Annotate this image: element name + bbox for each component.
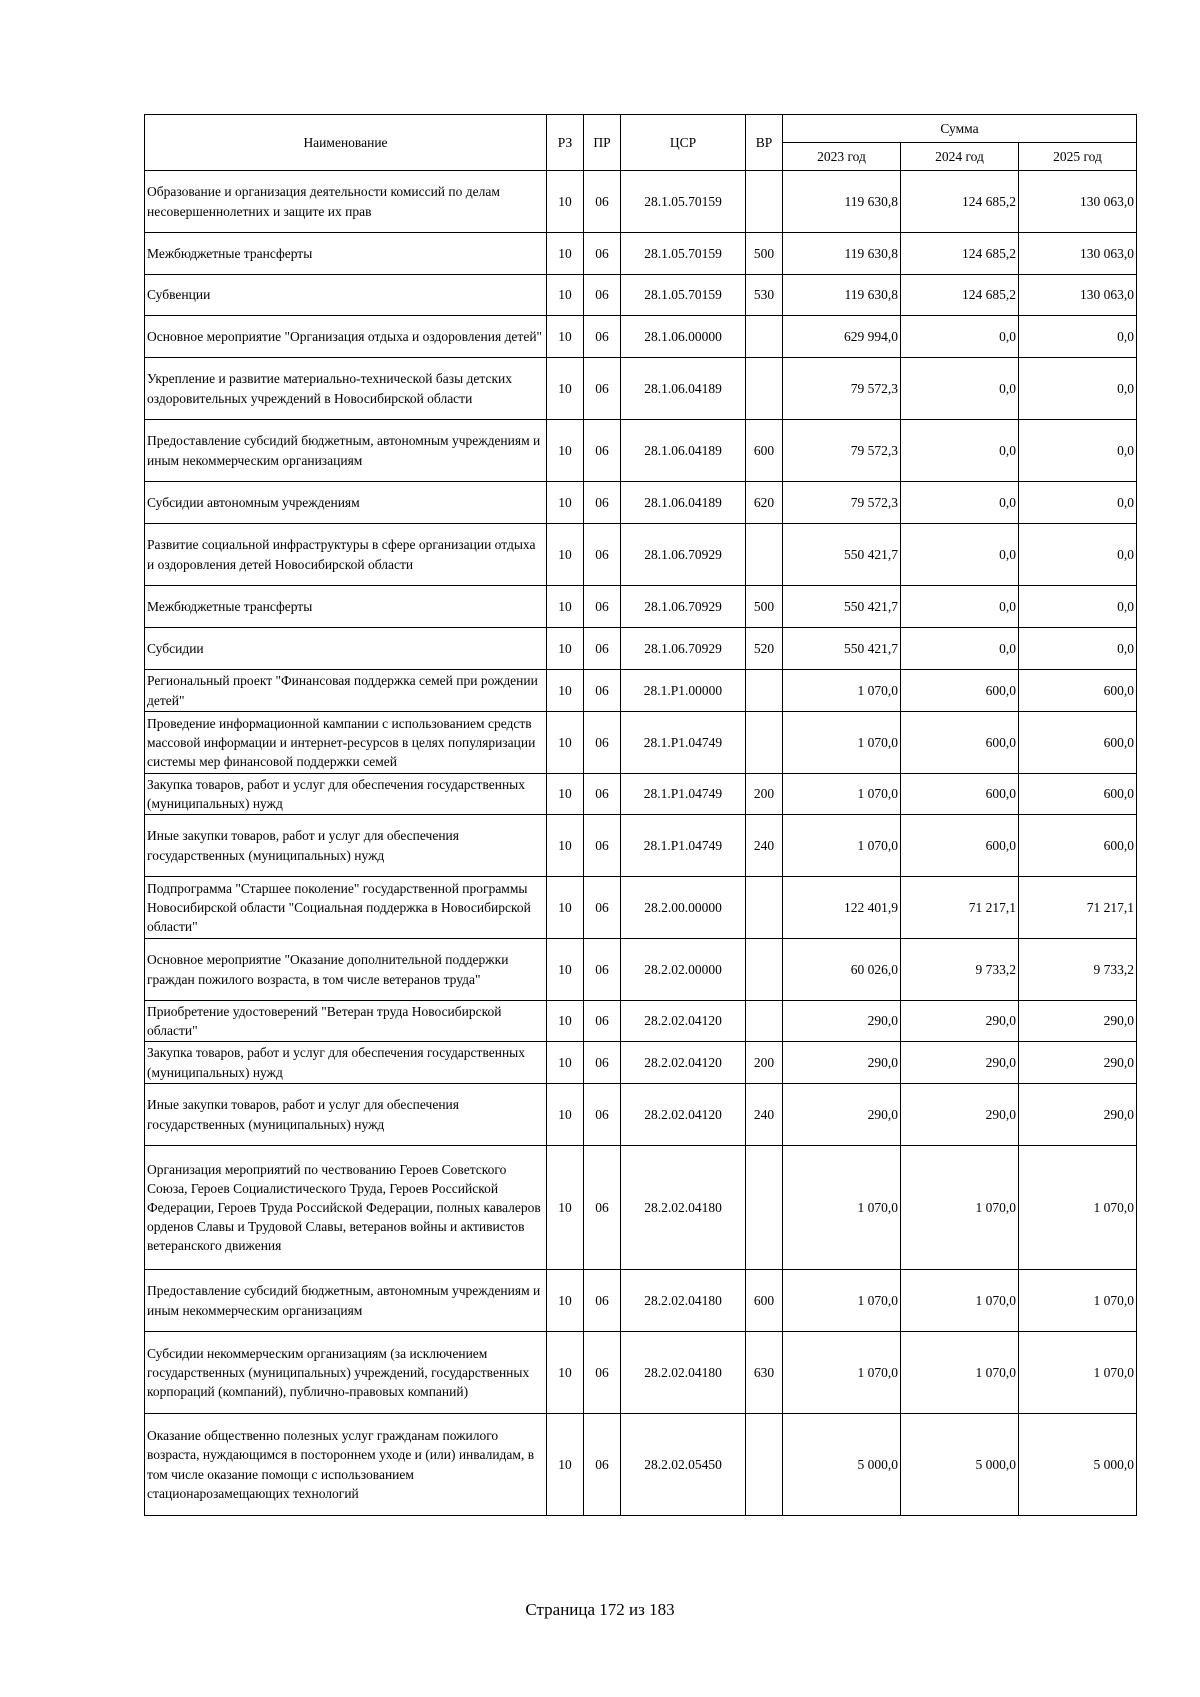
row-vr: 530 <box>746 275 783 316</box>
row-sum-2023: 1 070,0 <box>783 1332 901 1414</box>
row-csr: 28.2.02.04180 <box>621 1332 746 1414</box>
row-sum-2024: 1 070,0 <box>901 1146 1019 1270</box>
row-sum-2023: 1 070,0 <box>783 815 901 877</box>
row-name: Проведение информационной кампании с использованием средств массовой информации и интернет-ресурсов в целях популяризации системы мер финансовой поддержки семей <box>145 712 547 774</box>
row-pr: 06 <box>584 1042 621 1084</box>
row-rz: 10 <box>547 1414 584 1516</box>
row-csr: 28.1.Р1.00000 <box>621 670 746 712</box>
row-csr: 28.2.00.00000 <box>621 877 746 939</box>
row-vr <box>746 1001 783 1042</box>
header-pr: ПР <box>584 115 621 171</box>
row-sum-2023: 119 630,8 <box>783 275 901 316</box>
row-name: Региональный проект "Финансовая поддержка семей при рождении детей" <box>145 670 547 712</box>
table-row <box>145 628 1137 670</box>
row-pr: 06 <box>584 939 621 1001</box>
row-csr: 28.2.02.04180 <box>621 1270 746 1332</box>
row-sum-2023: 1 070,0 <box>783 1146 901 1270</box>
row-vr <box>746 1414 783 1516</box>
row-pr: 06 <box>584 1414 621 1516</box>
table-row <box>145 316 1137 358</box>
row-vr: 520 <box>746 628 783 670</box>
header-csr: ЦСР <box>621 115 746 171</box>
row-csr: 28.1.05.70159 <box>621 171 746 233</box>
row-rz: 10 <box>547 939 584 1001</box>
row-csr: 28.1.06.00000 <box>621 316 746 358</box>
row-vr: 630 <box>746 1332 783 1414</box>
row-sum-2025: 600,0 <box>1019 774 1137 815</box>
row-pr: 06 <box>584 774 621 815</box>
header-sum: Сумма <box>783 115 1137 143</box>
table-row <box>145 275 1137 316</box>
row-sum-2024: 0,0 <box>901 628 1019 670</box>
table-row <box>145 171 1137 233</box>
row-sum-2025: 600,0 <box>1019 670 1137 712</box>
row-rz: 10 <box>547 774 584 815</box>
row-rz: 10 <box>547 1084 584 1146</box>
row-rz: 10 <box>547 420 584 482</box>
row-pr: 06 <box>584 316 621 358</box>
row-pr: 06 <box>584 670 621 712</box>
row-csr: 28.2.02.05450 <box>621 1414 746 1516</box>
table-row <box>145 712 1137 774</box>
row-sum-2023: 79 572,3 <box>783 420 901 482</box>
row-sum-2024: 0,0 <box>901 316 1019 358</box>
header-vr: ВР <box>746 115 783 171</box>
row-csr: 28.1.Р1.04749 <box>621 774 746 815</box>
row-csr: 28.1.06.70929 <box>621 628 746 670</box>
row-pr: 06 <box>584 358 621 420</box>
row-csr: 28.1.05.70159 <box>621 275 746 316</box>
table-row <box>145 774 1137 815</box>
row-sum-2023: 60 026,0 <box>783 939 901 1001</box>
row-sum-2023: 550 421,7 <box>783 586 901 628</box>
table-row <box>145 233 1137 275</box>
row-name: Субсидии <box>145 628 547 670</box>
table-row <box>145 358 1137 420</box>
row-pr: 06 <box>584 1270 621 1332</box>
row-pr: 06 <box>584 524 621 586</box>
row-sum-2024: 0,0 <box>901 420 1019 482</box>
row-vr <box>746 877 783 939</box>
row-pr: 06 <box>584 877 621 939</box>
row-sum-2025: 0,0 <box>1019 482 1137 524</box>
row-sum-2024: 290,0 <box>901 1084 1019 1146</box>
row-name: Развитие социальной инфраструктуры в сфере организации отдыха и оздоровления детей Новосибирской области <box>145 524 547 586</box>
table-row <box>145 586 1137 628</box>
row-sum-2023: 290,0 <box>783 1042 901 1084</box>
row-sum-2025: 290,0 <box>1019 1001 1137 1042</box>
row-vr <box>746 670 783 712</box>
row-rz: 10 <box>547 815 584 877</box>
row-sum-2024: 0,0 <box>901 586 1019 628</box>
row-csr: 28.2.02.04120 <box>621 1001 746 1042</box>
row-vr <box>746 316 783 358</box>
row-sum-2024: 1 070,0 <box>901 1332 1019 1414</box>
row-csr: 28.1.06.04189 <box>621 420 746 482</box>
row-csr: 28.1.06.70929 <box>621 586 746 628</box>
row-name: Организация мероприятий по чествованию Героев Советского Союза, Героев Социалистического Труда, Героев Российской Федерации, Героев Труда Российской Федерации, полных кавалеров орденов Славы и Трудовой Славы, ветеранов войны и активистов ветеранского движения <box>145 1146 547 1270</box>
row-pr: 06 <box>584 628 621 670</box>
row-pr: 06 <box>584 586 621 628</box>
row-csr: 28.1.Р1.04749 <box>621 712 746 774</box>
table-row <box>145 420 1137 482</box>
row-sum-2024: 124 685,2 <box>901 275 1019 316</box>
row-pr: 06 <box>584 1332 621 1414</box>
row-sum-2023: 1 070,0 <box>783 670 901 712</box>
table-row <box>145 1084 1137 1146</box>
page-number: Страница 172 из 183 <box>525 1600 675 1619</box>
budget-table <box>144 114 1137 1516</box>
row-sum-2024: 0,0 <box>901 358 1019 420</box>
row-sum-2023: 79 572,3 <box>783 358 901 420</box>
row-sum-2025: 0,0 <box>1019 358 1137 420</box>
table-body <box>145 171 1137 1516</box>
row-name: Межбюджетные трансферты <box>145 233 547 275</box>
row-pr: 06 <box>584 815 621 877</box>
row-vr: 600 <box>746 420 783 482</box>
row-sum-2024: 600,0 <box>901 774 1019 815</box>
header-row-1 <box>145 115 1137 143</box>
row-name: Закупка товаров, работ и услуг для обеспечения государственных (муниципальных) нужд <box>145 1042 547 1084</box>
row-sum-2023: 122 401,9 <box>783 877 901 939</box>
row-vr: 240 <box>746 815 783 877</box>
row-name: Субсидии автономным учреждениям <box>145 482 547 524</box>
row-rz: 10 <box>547 524 584 586</box>
row-csr: 28.2.02.04120 <box>621 1042 746 1084</box>
row-name: Приобретение удостоверений "Ветеран труда Новосибирской области" <box>145 1001 547 1042</box>
table-row <box>145 1332 1137 1414</box>
row-sum-2025: 1 070,0 <box>1019 1146 1137 1270</box>
row-sum-2023: 550 421,7 <box>783 628 901 670</box>
row-pr: 06 <box>584 275 621 316</box>
row-vr: 200 <box>746 1042 783 1084</box>
row-sum-2024: 600,0 <box>901 815 1019 877</box>
row-vr <box>746 524 783 586</box>
row-sum-2024: 5 000,0 <box>901 1414 1019 1516</box>
table-row <box>145 1414 1137 1516</box>
row-rz: 10 <box>547 670 584 712</box>
row-csr: 28.2.02.04120 <box>621 1084 746 1146</box>
table-row <box>145 815 1137 877</box>
row-sum-2024: 71 217,1 <box>901 877 1019 939</box>
row-name: Иные закупки товаров, работ и услуг для обеспечения государственных (муниципальных) нужд <box>145 815 547 877</box>
row-sum-2025: 130 063,0 <box>1019 171 1137 233</box>
row-sum-2024: 600,0 <box>901 670 1019 712</box>
row-sum-2025: 600,0 <box>1019 712 1137 774</box>
row-sum-2024: 124 685,2 <box>901 233 1019 275</box>
row-name: Основное мероприятие "Оказание дополнительной поддержки граждан пожилого возраста, в том числе ветеранов труда" <box>145 939 547 1001</box>
row-sum-2025: 0,0 <box>1019 316 1137 358</box>
row-vr <box>746 712 783 774</box>
row-sum-2025: 0,0 <box>1019 524 1137 586</box>
row-sum-2025: 0,0 <box>1019 420 1137 482</box>
row-rz: 10 <box>547 877 584 939</box>
row-sum-2025: 0,0 <box>1019 628 1137 670</box>
row-vr <box>746 1146 783 1270</box>
row-rz: 10 <box>547 628 584 670</box>
row-rz: 10 <box>547 712 584 774</box>
row-rz: 10 <box>547 1042 584 1084</box>
row-sum-2025: 71 217,1 <box>1019 877 1137 939</box>
row-name: Основное мероприятие "Организация отдыха и оздоровления детей" <box>145 316 547 358</box>
row-sum-2023: 629 994,0 <box>783 316 901 358</box>
row-rz: 10 <box>547 482 584 524</box>
row-sum-2025: 600,0 <box>1019 815 1137 877</box>
row-vr <box>746 171 783 233</box>
table-row <box>145 1146 1137 1270</box>
row-sum-2024: 290,0 <box>901 1001 1019 1042</box>
table-row <box>145 524 1137 586</box>
header-year-2025: 2025 год <box>1019 143 1137 171</box>
row-sum-2025: 290,0 <box>1019 1042 1137 1084</box>
row-name: Образование и организация деятельности комиссий по делам несовершеннолетних и защите их прав <box>145 171 547 233</box>
row-csr: 28.1.Р1.04749 <box>621 815 746 877</box>
row-sum-2024: 0,0 <box>901 482 1019 524</box>
row-name: Предоставление субсидий бюджетным, автономным учреждениям и иным некоммерческим организациям <box>145 1270 547 1332</box>
row-pr: 06 <box>584 233 621 275</box>
table-row <box>145 1001 1137 1042</box>
row-sum-2023: 119 630,8 <box>783 233 901 275</box>
row-sum-2023: 1 070,0 <box>783 1270 901 1332</box>
row-pr: 06 <box>584 1001 621 1042</box>
row-csr: 28.2.02.04180 <box>621 1146 746 1270</box>
row-rz: 10 <box>547 586 584 628</box>
row-vr: 500 <box>746 233 783 275</box>
row-pr: 06 <box>584 1084 621 1146</box>
row-sum-2024: 124 685,2 <box>901 171 1019 233</box>
row-sum-2023: 79 572,3 <box>783 482 901 524</box>
row-vr: 500 <box>746 586 783 628</box>
row-csr: 28.1.06.04189 <box>621 358 746 420</box>
row-sum-2024: 290,0 <box>901 1042 1019 1084</box>
row-sum-2025: 0,0 <box>1019 586 1137 628</box>
row-csr: 28.1.05.70159 <box>621 233 746 275</box>
row-name: Укрепление и развитие материально-технической базы детских оздоровительных учреждений в Новосибирской области <box>145 358 547 420</box>
row-sum-2023: 290,0 <box>783 1001 901 1042</box>
row-pr: 06 <box>584 1146 621 1270</box>
row-sum-2025: 130 063,0 <box>1019 275 1137 316</box>
row-sum-2023: 5 000,0 <box>783 1414 901 1516</box>
row-rz: 10 <box>547 275 584 316</box>
table-row <box>145 670 1137 712</box>
row-name: Предоставление субсидий бюджетным, автономным учреждениям и иным некоммерческим организациям <box>145 420 547 482</box>
row-csr: 28.2.02.00000 <box>621 939 746 1001</box>
header-rz: РЗ <box>547 115 584 171</box>
table-row <box>145 877 1137 939</box>
row-vr: 600 <box>746 1270 783 1332</box>
row-rz: 10 <box>547 358 584 420</box>
table-row <box>145 1270 1137 1332</box>
row-rz: 10 <box>547 1146 584 1270</box>
row-rz: 10 <box>547 233 584 275</box>
row-sum-2023: 1 070,0 <box>783 712 901 774</box>
row-name: Закупка товаров, работ и услуг для обеспечения государственных (муниципальных) нужд <box>145 774 547 815</box>
row-sum-2025: 5 000,0 <box>1019 1414 1137 1516</box>
row-rz: 10 <box>547 1001 584 1042</box>
row-rz: 10 <box>547 1270 584 1332</box>
row-rz: 10 <box>547 316 584 358</box>
row-name: Межбюджетные трансферты <box>145 586 547 628</box>
row-sum-2023: 119 630,8 <box>783 171 901 233</box>
row-sum-2024: 600,0 <box>901 712 1019 774</box>
row-sum-2023: 1 070,0 <box>783 774 901 815</box>
row-name: Субвенции <box>145 275 547 316</box>
header-year-2024: 2024 год <box>901 143 1019 171</box>
header-name: Наименование <box>145 115 547 171</box>
row-vr <box>746 358 783 420</box>
row-name: Оказание общественно полезных услуг гражданам пожилого возраста, нуждающимся в постороннем уходе и (или) инвалидам, в том числе оказание помощи с использованием стационарозамещающих технологий <box>145 1414 547 1516</box>
row-pr: 06 <box>584 171 621 233</box>
row-vr: 620 <box>746 482 783 524</box>
row-sum-2025: 9 733,2 <box>1019 939 1137 1001</box>
row-sum-2023: 290,0 <box>783 1084 901 1146</box>
row-sum-2025: 290,0 <box>1019 1084 1137 1146</box>
table-row <box>145 1042 1137 1084</box>
row-pr: 06 <box>584 482 621 524</box>
row-sum-2023: 550 421,7 <box>783 524 901 586</box>
row-vr: 240 <box>746 1084 783 1146</box>
row-csr: 28.1.06.70929 <box>621 524 746 586</box>
row-vr <box>746 939 783 1001</box>
row-name: Подпрограмма "Старшее поколение" государственной программы Новосибирской области "Социальная поддержка в Новосибирской области" <box>145 877 547 939</box>
row-name: Субсидии некоммерческим организациям (за исключением государственных (муниципальных) учреждений, государственных корпораций (компаний), публично-правовых компаний) <box>145 1332 547 1414</box>
row-sum-2024: 1 070,0 <box>901 1270 1019 1332</box>
row-vr: 200 <box>746 774 783 815</box>
row-sum-2024: 9 733,2 <box>901 939 1019 1001</box>
row-pr: 06 <box>584 712 621 774</box>
row-name: Иные закупки товаров, работ и услуг для обеспечения государственных (муниципальных) нужд <box>145 1084 547 1146</box>
table-row <box>145 482 1137 524</box>
header-year-2023: 2023 год <box>783 143 901 171</box>
table-row <box>145 939 1137 1001</box>
row-pr: 06 <box>584 420 621 482</box>
row-rz: 10 <box>547 1332 584 1414</box>
row-sum-2024: 0,0 <box>901 524 1019 586</box>
row-csr: 28.1.06.04189 <box>621 482 746 524</box>
row-sum-2025: 130 063,0 <box>1019 233 1137 275</box>
row-sum-2025: 1 070,0 <box>1019 1332 1137 1414</box>
row-sum-2025: 1 070,0 <box>1019 1270 1137 1332</box>
row-rz: 10 <box>547 171 584 233</box>
